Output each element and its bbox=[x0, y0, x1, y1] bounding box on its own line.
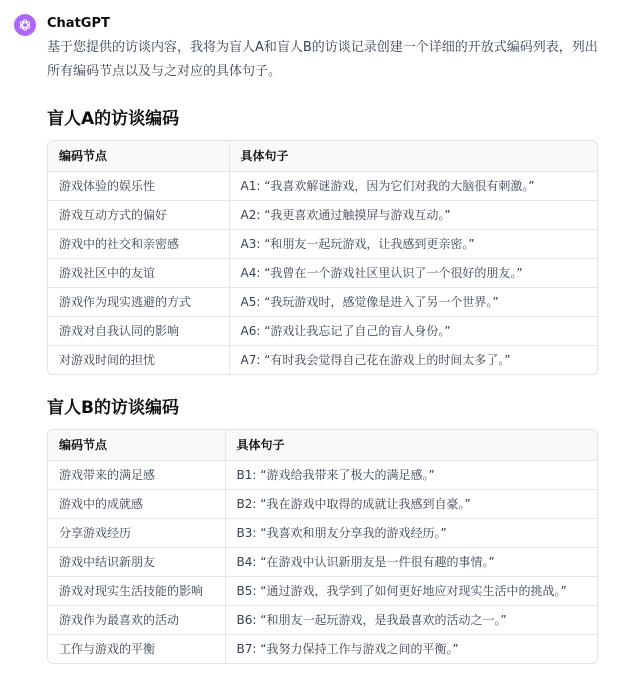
header-sentence: 具体句子 bbox=[229, 141, 597, 171]
table-row bbox=[48, 258, 597, 287]
code-node-cell: 游戏中的社交和亲密感 bbox=[48, 229, 229, 258]
table-row bbox=[48, 316, 597, 345]
table-row bbox=[48, 605, 597, 634]
table-row bbox=[48, 518, 597, 547]
header-code-node: 编码节点 bbox=[48, 141, 229, 171]
sentence-cell: B2: “我在游戏中取得的成就让我感到自豪。” bbox=[225, 489, 597, 518]
chatgpt-avatar bbox=[14, 14, 36, 36]
table-row bbox=[48, 576, 597, 605]
header-code-node: 编码节点 bbox=[48, 430, 225, 460]
header-sentence: 具体句子 bbox=[225, 430, 597, 460]
sentence-cell: B5: “通过游戏，我学到了如何更好地应对现实生活中的挑战。” bbox=[225, 576, 597, 605]
code-node-cell: 对游戏时间的担忧 bbox=[48, 345, 229, 374]
sentence-cell: A6: “游戏让我忘记了自己的盲人身份。” bbox=[229, 316, 597, 345]
sentence-cell: B7: “我努力保持工作与游戏之间的平衡。” bbox=[236, 642, 459, 657]
code-node-cell: 分享游戏经历 bbox=[48, 518, 225, 547]
openai-logo-icon bbox=[18, 18, 32, 32]
sentence-cell: B4: “在游戏中认识新朋友是一件很有趣的事情。” bbox=[225, 547, 597, 576]
table-header-row bbox=[48, 141, 597, 171]
sentence-cell: A7: “有时我会觉得自己花在游戏上的时间太多了。” bbox=[240, 353, 511, 368]
code-node-cell: 游戏作为现实逃避的方式 bbox=[48, 287, 229, 316]
table-row bbox=[48, 200, 597, 229]
code-node-cell: 游戏带来的满足感 bbox=[48, 460, 225, 489]
sentence-cell: B1: “游戏给我带来了极大的满足感。” bbox=[225, 460, 597, 489]
sentence-cell: B6: “和朋友一起玩游戏，是我最喜欢的活动之一。” bbox=[225, 605, 597, 634]
table-row bbox=[48, 229, 597, 258]
sentence-cell: A5: “我玩游戏时，感觉像是进入了另一个世界。” bbox=[229, 287, 597, 316]
code-node-cell: 游戏社区中的友谊 bbox=[48, 258, 229, 287]
code-node-cell: 游戏体验的娱乐性 bbox=[48, 171, 229, 200]
code-node-cell: 游戏对自我认同的影响 bbox=[48, 316, 229, 345]
sentence-cell: A3: “和朋友一起玩游戏，让我感到更亲密。” bbox=[229, 229, 597, 258]
sentence-cell: A4: “我曾在一个游戏社区里认识了一个很好的朋友。” bbox=[229, 258, 597, 287]
code-node-cell: 游戏作为最喜欢的活动 bbox=[48, 605, 225, 634]
message-author: ChatGPT bbox=[47, 16, 110, 31]
code-node-cell: 游戏对现实生活技能的影响 bbox=[48, 576, 225, 605]
message-intro: 基于您提供的访谈内容，我将为盲人A和盲人B的访谈记录创建一个详细的开放式编码列表，列出所有编码节点以及与之对应的具体句子。 bbox=[47, 40, 598, 79]
section-title-a: 盲人A的访谈编码 bbox=[47, 109, 180, 129]
coding-table-b bbox=[47, 429, 598, 664]
table-row bbox=[48, 287, 597, 316]
section-title-b: 盲人B的访谈编码 bbox=[47, 398, 179, 418]
sentence-cell: A2: “我更喜欢通过触摸屏与游戏互动。” bbox=[229, 200, 597, 229]
code-node-cell: 游戏互动方式的偏好 bbox=[48, 200, 229, 229]
table-row bbox=[48, 634, 597, 663]
table-header-row bbox=[48, 430, 597, 460]
table-row bbox=[48, 489, 597, 518]
table-row bbox=[48, 547, 597, 576]
coding-table-a bbox=[47, 140, 598, 375]
code-node-cell: 游戏中结识新朋友 bbox=[48, 547, 225, 576]
table-row bbox=[48, 345, 597, 374]
sentence-cell: B3: “我喜欢和朋友分享我的游戏经历。” bbox=[225, 518, 597, 547]
code-node-cell: 游戏中的成就感 bbox=[48, 489, 225, 518]
table-row bbox=[48, 171, 597, 200]
code-node-cell: 工作与游戏的平衡 bbox=[48, 634, 225, 663]
table-row bbox=[48, 460, 597, 489]
sentence-cell: A1: “我喜欢解谜游戏，因为它们对我的大脑很有刺激。” bbox=[229, 171, 597, 200]
